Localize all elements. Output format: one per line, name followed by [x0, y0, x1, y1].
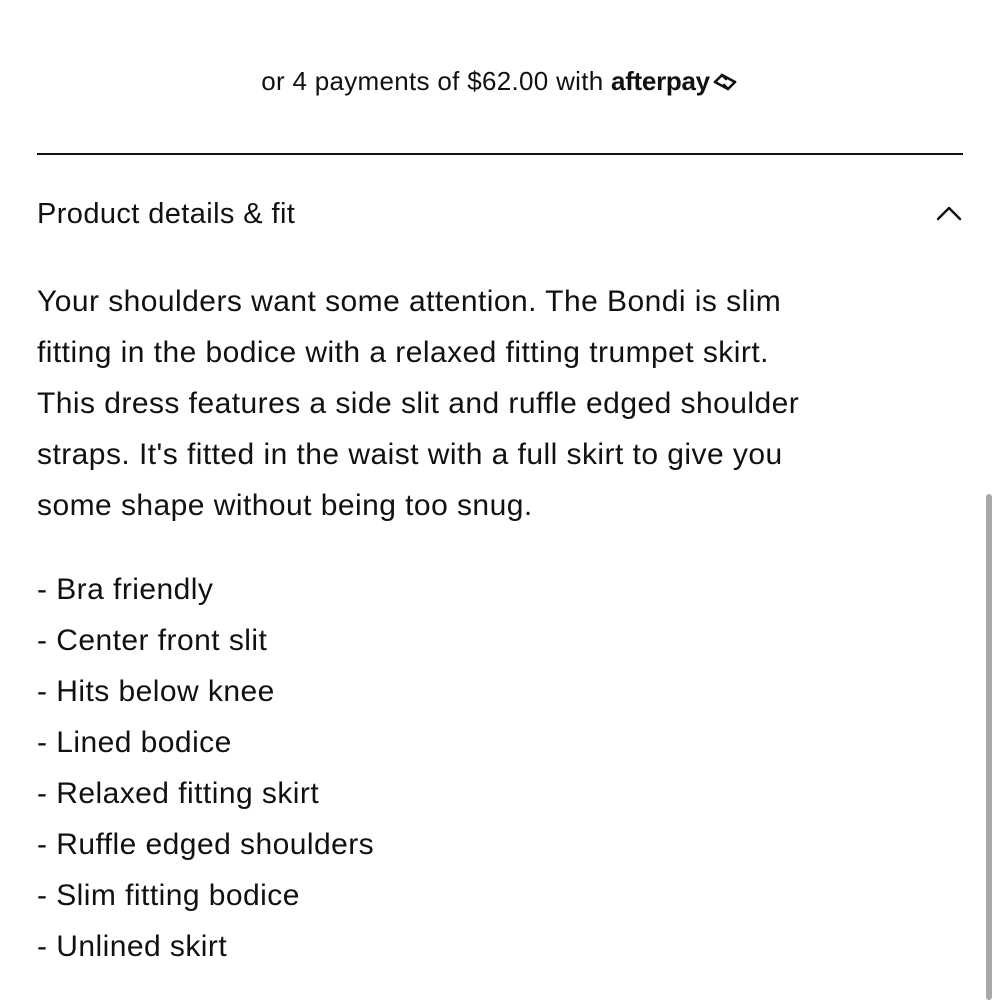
- list-item: - Ruffle edged shoulders: [37, 828, 375, 861]
- accordion-title: Product details & fit: [37, 198, 296, 230]
- list-item: - Hits below knee: [37, 675, 275, 708]
- section-divider: [37, 153, 963, 155]
- list-item: - Center front slit: [37, 624, 268, 657]
- feature-list: [37, 564, 374, 972]
- chevron-up-icon[interactable]: [935, 201, 963, 225]
- afterpay-installment-message[interactable]: [0, 62, 1000, 100]
- afterpay-logo[interactable]: [611, 66, 739, 96]
- payment-suffix: with: [556, 66, 604, 96]
- product-details-accordion-toggle[interactable]: [37, 192, 963, 236]
- scrollbar-thumb[interactable]: [986, 494, 992, 1000]
- list-item: - Lined bodice: [37, 726, 232, 759]
- list-item: - Relaxed fitting skirt: [37, 777, 320, 810]
- afterpay-arrows-icon: [711, 71, 739, 93]
- list-item: - Bra friendly: [37, 573, 214, 606]
- afterpay-logo-text: afterpay: [611, 66, 710, 96]
- payment-prefix: or 4 payments of: [261, 66, 460, 96]
- list-item: - Slim fitting bodice: [37, 879, 300, 912]
- list-item: - Unlined skirt: [37, 930, 228, 963]
- product-description: Your shoulders want some attention. The Bondi is slim fitting in the bodice with a relaxed fitting trumpet skirt. This dress features a side slit and ruffle edged shoulder straps. It's fitted in the waist with a full skirt to give you some shape without being too snug.: [37, 285, 800, 522]
- payment-amount: $62.00: [467, 66, 549, 96]
